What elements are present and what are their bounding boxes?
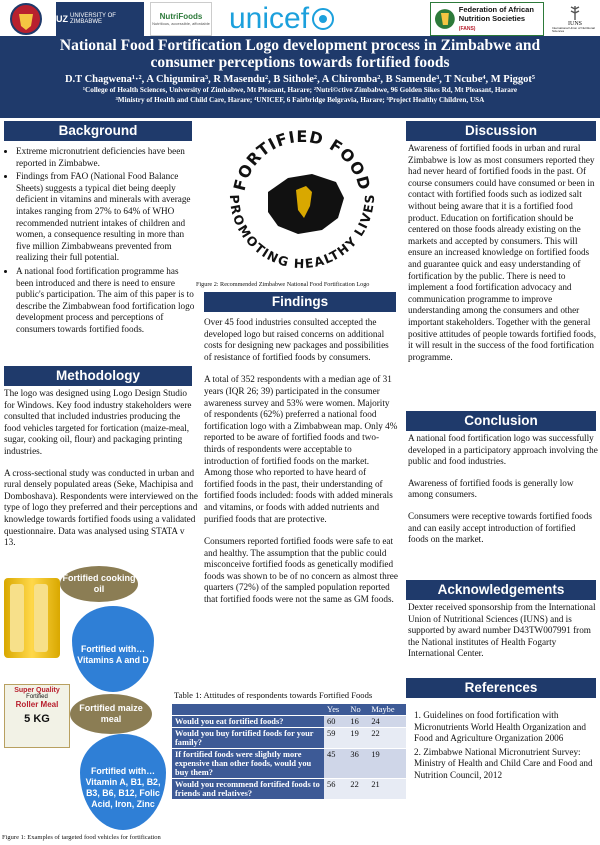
table-row bbox=[172, 716, 406, 728]
background-bullet-3: • A national food fortification programme has been introduced and there is need to ensure public's participation. The aim of this paper is to describe the Zimbabwean food fortification logo development process and perceptions of consumers towards fortified foods. bbox=[16, 266, 196, 336]
maize-bubble: Fortified maize meal bbox=[70, 694, 152, 734]
logo-top-text: FORTIFIED FOOD bbox=[229, 126, 375, 193]
iuns-logo bbox=[552, 2, 598, 36]
author-list: D.T Chagwena¹·², A Chigumira³, R Masendu², B Sithole², A Chiromba², B Samende³, T Ncube⁴, M Piggot⁵ bbox=[64, 74, 536, 85]
table-row bbox=[172, 728, 406, 749]
figure-1 bbox=[2, 566, 196, 831]
findings-body bbox=[204, 317, 398, 606]
logo-strip bbox=[0, 0, 600, 38]
table-header-maybe: Maybe bbox=[368, 704, 406, 716]
unicef-wordmark: unicef bbox=[228, 2, 310, 35]
logo-bottom-text: PROMOTING HEALTHY LIVES bbox=[227, 194, 377, 271]
table-cell-maybe: 22 bbox=[368, 728, 406, 749]
findings-para-3: Consumers reported fortified foods were safe to eat and healthy. The assumption that the public could misconceive fortified foods as genetically modified foods was shown to be of no concern as almost three quarters (72%) of the sampled population reported that fortified foods were not the same as GM foods. bbox=[204, 536, 398, 605]
fans-abbr: (FANS) bbox=[458, 25, 476, 32]
table-cell-maybe: 24 bbox=[368, 716, 406, 728]
maize-vitamin-drop: Fortified with… Vitamin A, B1, B2, B3, B6, B12, Folic Acid, Iron, Zinc bbox=[80, 734, 166, 830]
reference-1: 1. Guidelines on food fortification with Micronutrients World Health Organization and Food and Agriculture Organization 2006 bbox=[414, 710, 586, 744]
uz-logo-text: UNIVERSITY OF ZIMBABWE bbox=[70, 13, 116, 25]
background-bullet-1: • Extreme micronutrient deficiencies have been reported in Zimbabwe. bbox=[16, 146, 196, 169]
unicef-globe-icon bbox=[311, 7, 335, 31]
affiliation-line-2: ³Ministry of Health and Child Care, Harare; ⁴UNICEF, 6 Fairbridge Belgravia, Harare; ⁵Project Healthy Children, USA bbox=[115, 96, 485, 104]
table-row bbox=[172, 749, 406, 779]
fans-name-line2: Nutrition Societies bbox=[458, 13, 526, 23]
fans-emblem-icon bbox=[434, 8, 456, 30]
methodology-heading: Methodology bbox=[4, 366, 192, 386]
bag-label-roller: Roller Meal bbox=[15, 700, 59, 709]
fans-name-line1: Federation of African bbox=[458, 4, 534, 14]
cooking-oil-image bbox=[4, 578, 60, 658]
maize-meal-bag bbox=[4, 684, 70, 748]
table-row-question: Would you buy fortified foods for your family? bbox=[172, 728, 324, 749]
table-cell-yes: 60 bbox=[324, 716, 347, 728]
table-row bbox=[172, 779, 406, 800]
background-heading: Background bbox=[4, 121, 192, 141]
background-bullet-2: • Findings from FAO (National Food Balance Sheets) suggests a typical diet being deeply deficient in vitamins and minerals with average intakes ranging from 27% to 64% of WHO recommended nutrient intakes of children and women, a consequence resulting in more than five million Zimbabweans prevented from realizing their full potential. bbox=[16, 171, 196, 264]
figure-2-caption: Figure 2: Recommended Zimbabwe National Food Fortification Logo bbox=[196, 281, 370, 288]
fans-logo bbox=[430, 2, 544, 36]
attitudes-table bbox=[172, 704, 406, 800]
table-cell-maybe: 19 bbox=[368, 749, 406, 779]
table-cell-yes: 45 bbox=[324, 749, 347, 779]
conclusion-para-1: A national food fortification logo was successfully developed in a participatory approach involving the public and food industries. bbox=[408, 433, 598, 467]
methodology-para-1: The logo was designed using Logo Design Studio for Windows. Key food industry stakeholders were consulted that included industries producing the food vehicles targeted for fortication (maize-meal, sugar, cooking oil, flour) and packaging printing industries. bbox=[4, 388, 192, 456]
references-heading: References bbox=[406, 678, 596, 698]
nutrifoods-name: NutriFoods bbox=[159, 12, 203, 21]
affiliation-line-1: ¹College of Health Sciences, University of Zimbabwe, Mt Pleasant, Harare; ²Nutri©ctive Zimbabwe, 96 Golden Sikes Rd, Mt Pleasant, Harare bbox=[82, 86, 518, 94]
table-header-row bbox=[172, 704, 406, 716]
methodology-para-2: A cross-sectional study was conducted in urban and rural densely populated areas (Seke, Machipisa and Domboshava). Respondents were interviewed on the type of logo they preferred and their perceptions and knowledge towards fortified foods using a validated questionnaire. Data was analysed using STATA v 13. bbox=[4, 467, 198, 548]
nutrifoods-tagline: Nutritious, accessible, affordable bbox=[152, 21, 210, 26]
table-cell-no: 19 bbox=[347, 728, 368, 749]
bag-label-fortified: Fortified bbox=[26, 694, 48, 700]
oil-vitamin-drop: Fortified with… Vitamins A and D bbox=[72, 606, 154, 692]
poster-title: National Food Fortification Logo development process in Zimbabwe and consumer perceptions towards fortified foods bbox=[59, 37, 541, 71]
table-header-question bbox=[172, 704, 324, 716]
table-header-yes: Yes bbox=[324, 704, 347, 716]
iuns-subtitle: International Union of Nutritional Sciences bbox=[552, 26, 595, 33]
discussion-heading: Discussion bbox=[406, 121, 596, 141]
table-cell-maybe: 21 bbox=[368, 779, 406, 800]
table-row-question: Would you eat fortified foods? bbox=[172, 716, 324, 728]
poster-header bbox=[0, 36, 600, 118]
conclusion-body bbox=[408, 433, 598, 546]
conclusion-heading: Conclusion bbox=[406, 411, 596, 431]
table-row-question: If fortified foods were slightly more expensive than other foods, would you buy them? bbox=[172, 749, 324, 779]
uz-crest-logo bbox=[8, 2, 44, 36]
nutrifoods-logo bbox=[150, 2, 212, 36]
findings-para-2: A total of 352 respondents with a median age of 31 years (IQR 26; 39) participated in the consumer awareness survey and 53% were women. Majority of respondents (62%) preferred a national food fortification logo with a Zimbabwean map. Only 4% reported to be aware of fortified foods and two-thirds of respondents were acceptable to introduction of fortified foods on the market. Among those who reported to have heard of fortified foods in the past, their understanding of fortified foods included: foods with added minerals and vitamins, or foods with added nutrients and purified foods that are protective. bbox=[204, 374, 398, 524]
uz-logo-mark: UZ bbox=[56, 14, 68, 24]
conclusion-para-3: Consumers were receptive towards fortified foods and can easily accept introduction of fortified foods on the market. bbox=[408, 510, 592, 545]
oil-bubble: Fortified cooking oil bbox=[60, 566, 138, 602]
table-cell-yes: 59 bbox=[324, 728, 347, 749]
conclusion-para-2: Awareness of fortified foods is generally low among consumers. bbox=[408, 477, 574, 500]
table-cell-no: 16 bbox=[347, 716, 368, 728]
bag-label-super: Super Quality bbox=[14, 687, 60, 694]
table-cell-no: 36 bbox=[347, 749, 368, 779]
acknowledgements-heading: Acknowledgements bbox=[406, 580, 596, 600]
background-body bbox=[4, 146, 196, 338]
bag-label-weight: 5 KG bbox=[24, 713, 50, 725]
findings-heading: Findings bbox=[204, 292, 396, 312]
unicef-logo bbox=[218, 2, 346, 36]
findings-para-1: Over 45 food industries consulted accepted the developed logo but raised concerns on additional costs for designing new packages and possibilities of resistance of fortified foods by consumers. bbox=[204, 317, 389, 362]
figure-2-logo bbox=[226, 126, 378, 274]
figure-1-caption: Figure 1: Examples of targeted food vehicles for fortification bbox=[2, 834, 161, 841]
discussion-body: Awareness of fortified foods in urban and rural Zimbabwe is low as most consumers reported they had never heard of fortified foods in the past. Of course consumers could have consumed or been in contact with fortified foods such as iodized salt without being aware that it is a fortified food product. Education on fortification should be centered on those foods already existing on the markets and accepted by consumers. This will ensure an increased knowledge on fortified foods and guarantee quick and easy understanding of fortification by the public. There is need to implement a food fortification advocacy and communication programme to improve understanding among the consumers and other important stakeholders. Together with the general positive attitudes of people towards fortified foods, it will result in the success of the food fortification programme. bbox=[408, 143, 597, 362]
reference-2: 2. Zimbabwe National Micronutrient Survey: Ministry of Health and Child Care and Food and Nutrition Council, 2012 bbox=[414, 746, 593, 780]
references-body bbox=[414, 710, 596, 782]
table-row-question: Would you recommend fortified foods to friends and relatives? bbox=[172, 779, 324, 800]
table-header-no: No bbox=[347, 704, 368, 716]
table-cell-yes: 56 bbox=[324, 779, 347, 800]
wheat-icon bbox=[566, 5, 584, 21]
table-cell-no: 22 bbox=[347, 779, 368, 800]
acknowledgements-body: Dexter received sponsorship from the International Union of Nutritional Sciences (IUNS) and is supported by award number D43TW007991 from the National institutes of Health Fogarty International Center. bbox=[408, 602, 596, 659]
iuns-name: IUNS bbox=[567, 21, 582, 27]
table-1-caption: Table 1: Attitudes of respondents towards Fortified Foods bbox=[174, 690, 373, 700]
uz-logo bbox=[56, 2, 144, 36]
methodology-body bbox=[4, 388, 198, 549]
